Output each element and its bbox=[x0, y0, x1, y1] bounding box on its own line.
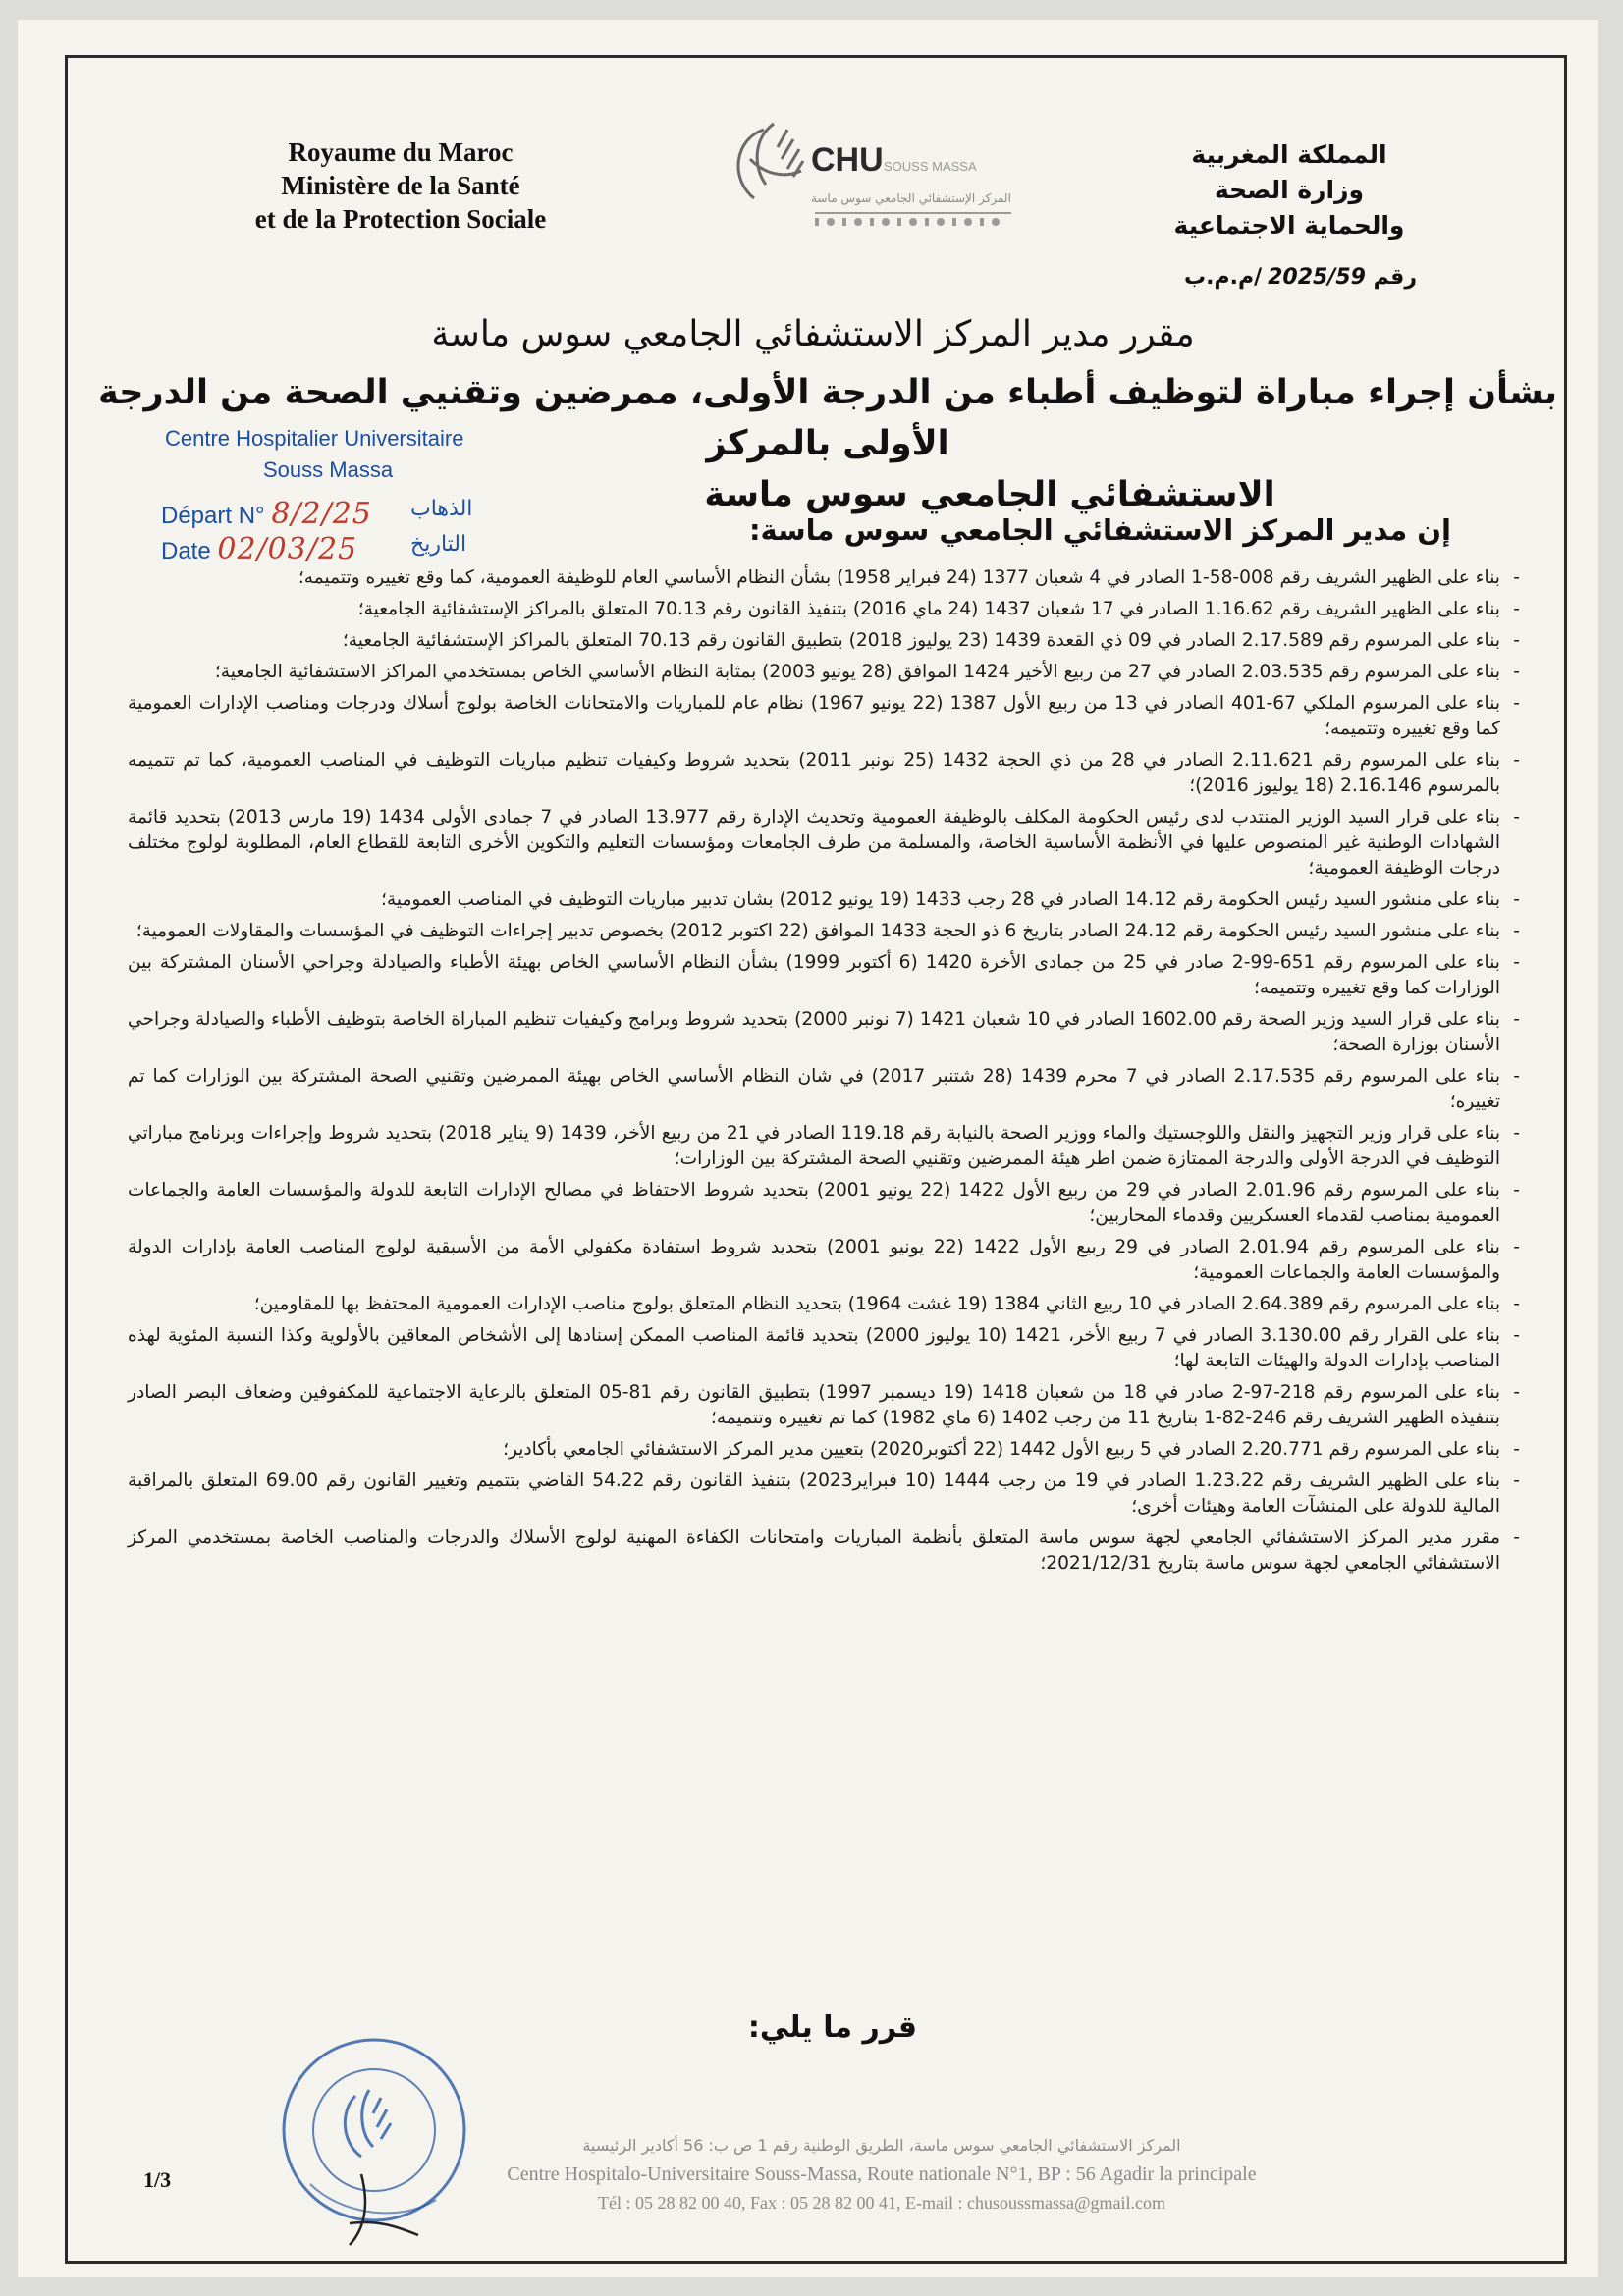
list-item: - بناء على المرسوم رقم 2.17.589 الصادر في 09 ذي القعدة 1439 (23 يوليوز 2018) بتطبيق القانون رقم 70.13 المتعلق بالمراكز الإستشفائية الجامعية؛ bbox=[128, 628, 1522, 654]
document-page bbox=[18, 20, 1598, 2277]
header-french bbox=[204, 135, 597, 236]
stamp-depart-label: Départ N° bbox=[161, 503, 265, 529]
list-item: - بناء على قرار السيد الوزير المنتدب لدى رئيس الحكومة المكلف بالوظيفة العمومية وتحديث الإدارة رقم 13.977 الصادر في 7 جمادى الأولى 1434 (19 مارس 2013) بتحديد قائمة الشهادات الوطنية غير المنصوص عليها في الأنظمة الأساسية الخاصة، والمسلمة من طرف الجامعات ومؤسسات التعليم والتكوين الأخرى التابعة للقطاع العام، المطلوبة لولوج مختلف درجات الوظيفة العمومية؛ bbox=[128, 805, 1522, 881]
list-item: - بناء على الظهير الشريف رقم 008-58-1 الصادر في 4 شعبان 1377 (24 فبراير 1958) بشأن النظام الأساسي العام للوظيفة العمومية، كما وقع تغييره وتتميمه؛ bbox=[128, 565, 1522, 591]
chu-emblem-icon bbox=[738, 124, 803, 198]
list-item: - بناء على المرسوم رقم 2.20.771 الصادر في 5 ربيع الأول 1442 (22 أكتوبر2020) بتعيين مدير المركز الاستشفائي الجامعي بأكادير؛ bbox=[128, 1437, 1522, 1463]
list-item: - بناء على المرسوم رقم 2.11.621 الصادر في 28 من ذي الحجة 1432 (25 نونبر 2011) بتحديد شروط وكيفيات تنظيم مباريات التوظيف في المناصب العمومية، كما تم تتميمه بالمرسوم 2.16.146 (18 يوليوز 2016)؛ bbox=[128, 748, 1522, 799]
legal-basis-list bbox=[128, 565, 1522, 1582]
logo-tifinagh-line bbox=[815, 212, 1011, 226]
list-item: - بناء على المرسوم رقم 2.03.535 الصادر في 27 من ربيع الأخير 1424 الموافق (28 يونيو 2003) بمثابة النظام الأساسي الخاص بمستخدمي المراكز الاستشفائية الجامعية؛ bbox=[128, 660, 1522, 685]
page-footer bbox=[352, 2132, 1412, 2216]
stamp-region: Souss Massa bbox=[263, 457, 394, 482]
list-item: - بناء على قرار السيد وزير الصحة رقم 1602.00 الصادر في 10 شعبان 1421 (7 نونبر 2000) بتحديد شروط وبرامج وكيفيات تنظيم المباراة الخاصة بتوظيف الأطباء والصيادلة وجراحي الأسنان بوزارة الصحة؛ bbox=[128, 1007, 1522, 1058]
decision-subject-line: بشأن إجراء مباراة لتوظيف أطباء من الدرجة الأولى، ممرضين وتقنيي الصحة من الدرجة الأولى بالمركز bbox=[98, 373, 1557, 463]
footer-contact: Tél : 05 28 82 00 40, Fax : 05 28 82 00 41, E-mail : chusoussmassa@gmail.com bbox=[597, 2193, 1166, 2213]
header-fr-line: et de la Protection Sociale bbox=[254, 204, 547, 234]
header-ar-line: المملكة المغربية bbox=[1191, 140, 1387, 169]
stamp-organization: Centre Hospitalier Universitaire bbox=[165, 426, 464, 451]
stamp-date-value: 02/03/25 bbox=[217, 532, 358, 566]
header-fr-line: Royaume du Maroc bbox=[288, 137, 514, 167]
reference-label: رقم bbox=[1373, 265, 1417, 290]
list-item: - بناء على القرار رقم 3.130.00 الصادر في 7 ربيع الأخر، 1421 (10 يوليوز 2000) بتحديد قائمة المناصب الممكن إسنادها إلى الأشخاص المعاقين بالأولوية وكذا النسبة المئوية لهذه المناصب بإدارات الدولة والهيئات التابعة لها؛ bbox=[128, 1323, 1522, 1374]
list-item: - مقرر مدير المركز الاستشفائي الجامعي لجهة سوس ماسة المتعلق بأنظمة المباريات وامتحانات الكفاءة المهنية لولوج الأسلاك والدرجات والمناصب الخاصة بمستخدمي المركز الاستشفائي الجامعي لجهة سوس ماسة بتاريخ 2021/12/31؛ bbox=[128, 1525, 1522, 1576]
list-item: - بناء على قرار وزير التجهيز والنقل واللوجستيك والماء ووزير الصحة بالنيابة رقم 119.18 الصادر في 21 من ربيع الأخر، 1439 (9 يناير 2018) بتحديد شروط وإجراءات وبرنامج مباراتي التوظيف في الدرجة الأولى والدرجة الممتازة ضمن اطر هيئة الممرضين وتقنيي الصحة المشتركة بين الوزارات؛ bbox=[128, 1121, 1522, 1172]
header-ar-line: والحماية الاجتماعية bbox=[1173, 211, 1405, 240]
decision-subject-line: الاستشفائي الجامعي سوس ماسة bbox=[704, 475, 1275, 514]
stamp-depart-row bbox=[161, 497, 372, 531]
list-item: - بناء على المرسوم الملكي 67-401 الصادر في 13 من ربيع الأول 1387 (22 يونيو 1967) نظام عام للمباريات والامتحانات الخاصة بولوج أسلاك ودرجات ومناصب الإدارات العمومية كما وقع تغييره وتتميمه؛ bbox=[128, 691, 1522, 742]
header-fr-line: Ministère de la Santé bbox=[281, 171, 520, 200]
stamp-date-row bbox=[161, 532, 357, 566]
reference-number bbox=[1184, 265, 1417, 290]
header-arabic bbox=[1162, 137, 1417, 243]
list-item: - بناء على المرسوم رقم 2.01.96 الصادر في 29 من ربيع الأول 1422 (22 يونيو 2001) بتحديد شروط الاحتفاظ في مصالح الإدارات التابعة للدولة والمؤسسات العامة والجماعات العمومية بمناصب لقدماء العسكريين وقدماء المحاربين؛ bbox=[128, 1178, 1522, 1229]
intro-line: إن مدير المركز الاستشفائي الجامعي سوس ماسة: bbox=[748, 513, 1451, 547]
reference-value: 2025/59 bbox=[1268, 265, 1366, 290]
list-item: - بناء على المرسوم رقم 218-97-2 صادر في 18 من شعبان 1418 (19 ديسمبر 1997) بتطبيق القانون رقم 81-05 المتعلق بالرعاية الاجتماعية للمكفوفين وضعاف البصر الصادر بتنفيذه الظهير الشريف رقم 246-82-1 بتاريخ 11 من رجب 1402 (6 ماي 1982) كما تم تغييره وتتميمه؛ bbox=[128, 1380, 1522, 1431]
list-item: - بناء على المرسوم رقم 2.01.94 الصادر في 29 ربيع الأول 1422 (22 يونيو 2001) بتحديد شروط استفادة مكفولي الأمة من الأسبقية لولوج المناصب العامة بإدارات الدولة والمؤسسات العامة والجماعات العمومية؛ bbox=[128, 1235, 1522, 1286]
footer-address-french: Centre Hospitalo-Universitaire Souss-Massa, Route nationale N°1, BP : 56 Agadir la principale bbox=[507, 2163, 1257, 2185]
decision-heading: قرر ما يلي: bbox=[747, 2010, 918, 2045]
decision-title: مقرر مدير المركز الاستشفائي الجامعي سوس ماسة bbox=[431, 314, 1195, 354]
list-item: - بناء على المرسوم رقم 2.64.389 الصادر في 10 ربيع الثاني 1384 (19 غشت 1964) بتحديد النظام المتعلق بولوج مناصب الإدارات العمومية المحتفظ بها للمقاومين؛ bbox=[128, 1292, 1522, 1317]
reference-suffix: /م.م.ب bbox=[1184, 265, 1263, 290]
list-item: - بناء على الظهير الشريف رقم 1.23.22 الصادر في 19 من رجب 1444 (10 فبراير2023) بتنفيذ القانون رقم 54.22 القاضي بتتميم وتغيير القانون رقم 69.00 المتعلق بالمراقبة المالية للدولة على المنشآت العامة وهيئات أخرى؛ bbox=[128, 1468, 1522, 1520]
list-item: - بناء على المرسوم رقم 651-99-2 صادر في 25 من جمادى الأخرة 1420 (6 أكتوبر 1999) بشأن النظام الأساسي الخاص بهيئة الأطباء والصيادلة وجراحي الأسنان المشتركة بين الوزارات كما وقع تغييره وتتميمه؛ bbox=[128, 950, 1522, 1001]
departure-stamp bbox=[145, 422, 558, 569]
header-ar-line: وزارة الصحة bbox=[1214, 176, 1365, 204]
list-item: - بناء على المرسوم رقم 2.17.535 الصادر في 7 محرم 1439 (28 شتنبر 2017) في شان النظام الأساسي الخاص بهيئة الممرضين وتقنيي الصحة المشتركة بين الوزارات كما تم تغييره؛ bbox=[128, 1064, 1522, 1115]
stamp-date-label: Date bbox=[161, 538, 211, 564]
stamp-depart-value: 8/2/25 bbox=[271, 497, 372, 531]
list-item: - بناء على الظهير الشريف رقم 1.16.62 الصادر في 17 شعبان 1437 (24 ماي 2016) بتنفيذ القانون رقم 70.13 المتعلق بالمراكز الإستشفائية الجامعية؛ bbox=[128, 597, 1522, 622]
footer-address-arabic: المركز الاستشفائي الجامعي سوس ماسة، الطريق الوطنية رقم 1 ص ب: 56 أكادير الرئيسية bbox=[582, 2136, 1181, 2155]
stamp-depart-label-ar: الذهاب bbox=[410, 497, 473, 521]
stamp-date-label-ar: التاريخ bbox=[410, 532, 467, 557]
logo-arabic: المركز الإستشفائي الجامعي سوس ماسة bbox=[811, 191, 1011, 205]
list-item: - بناء على منشور السيد رئيس الحكومة رقم 14.12 الصادر في 28 رجب 1433 (19 يونيو 2012) بشان تدبير مباريات التوظيف في المناصب العمومية؛ bbox=[128, 887, 1522, 913]
chu-logo bbox=[705, 100, 1058, 247]
page-number: 1/3 bbox=[143, 2167, 172, 2192]
logo-subtitle: SOUSS MASSA bbox=[884, 159, 977, 174]
list-item: - بناء على منشور السيد رئيس الحكومة رقم 24.12 الصادر بتاريخ 6 ذو الحجة 1433 الموافق (22 اكتوبر 2012) بخصوص تدبير إجراءات التوظيف في المؤسسات والمقاولات العمومية؛ bbox=[128, 919, 1522, 944]
logo-text: CHU bbox=[811, 141, 884, 179]
